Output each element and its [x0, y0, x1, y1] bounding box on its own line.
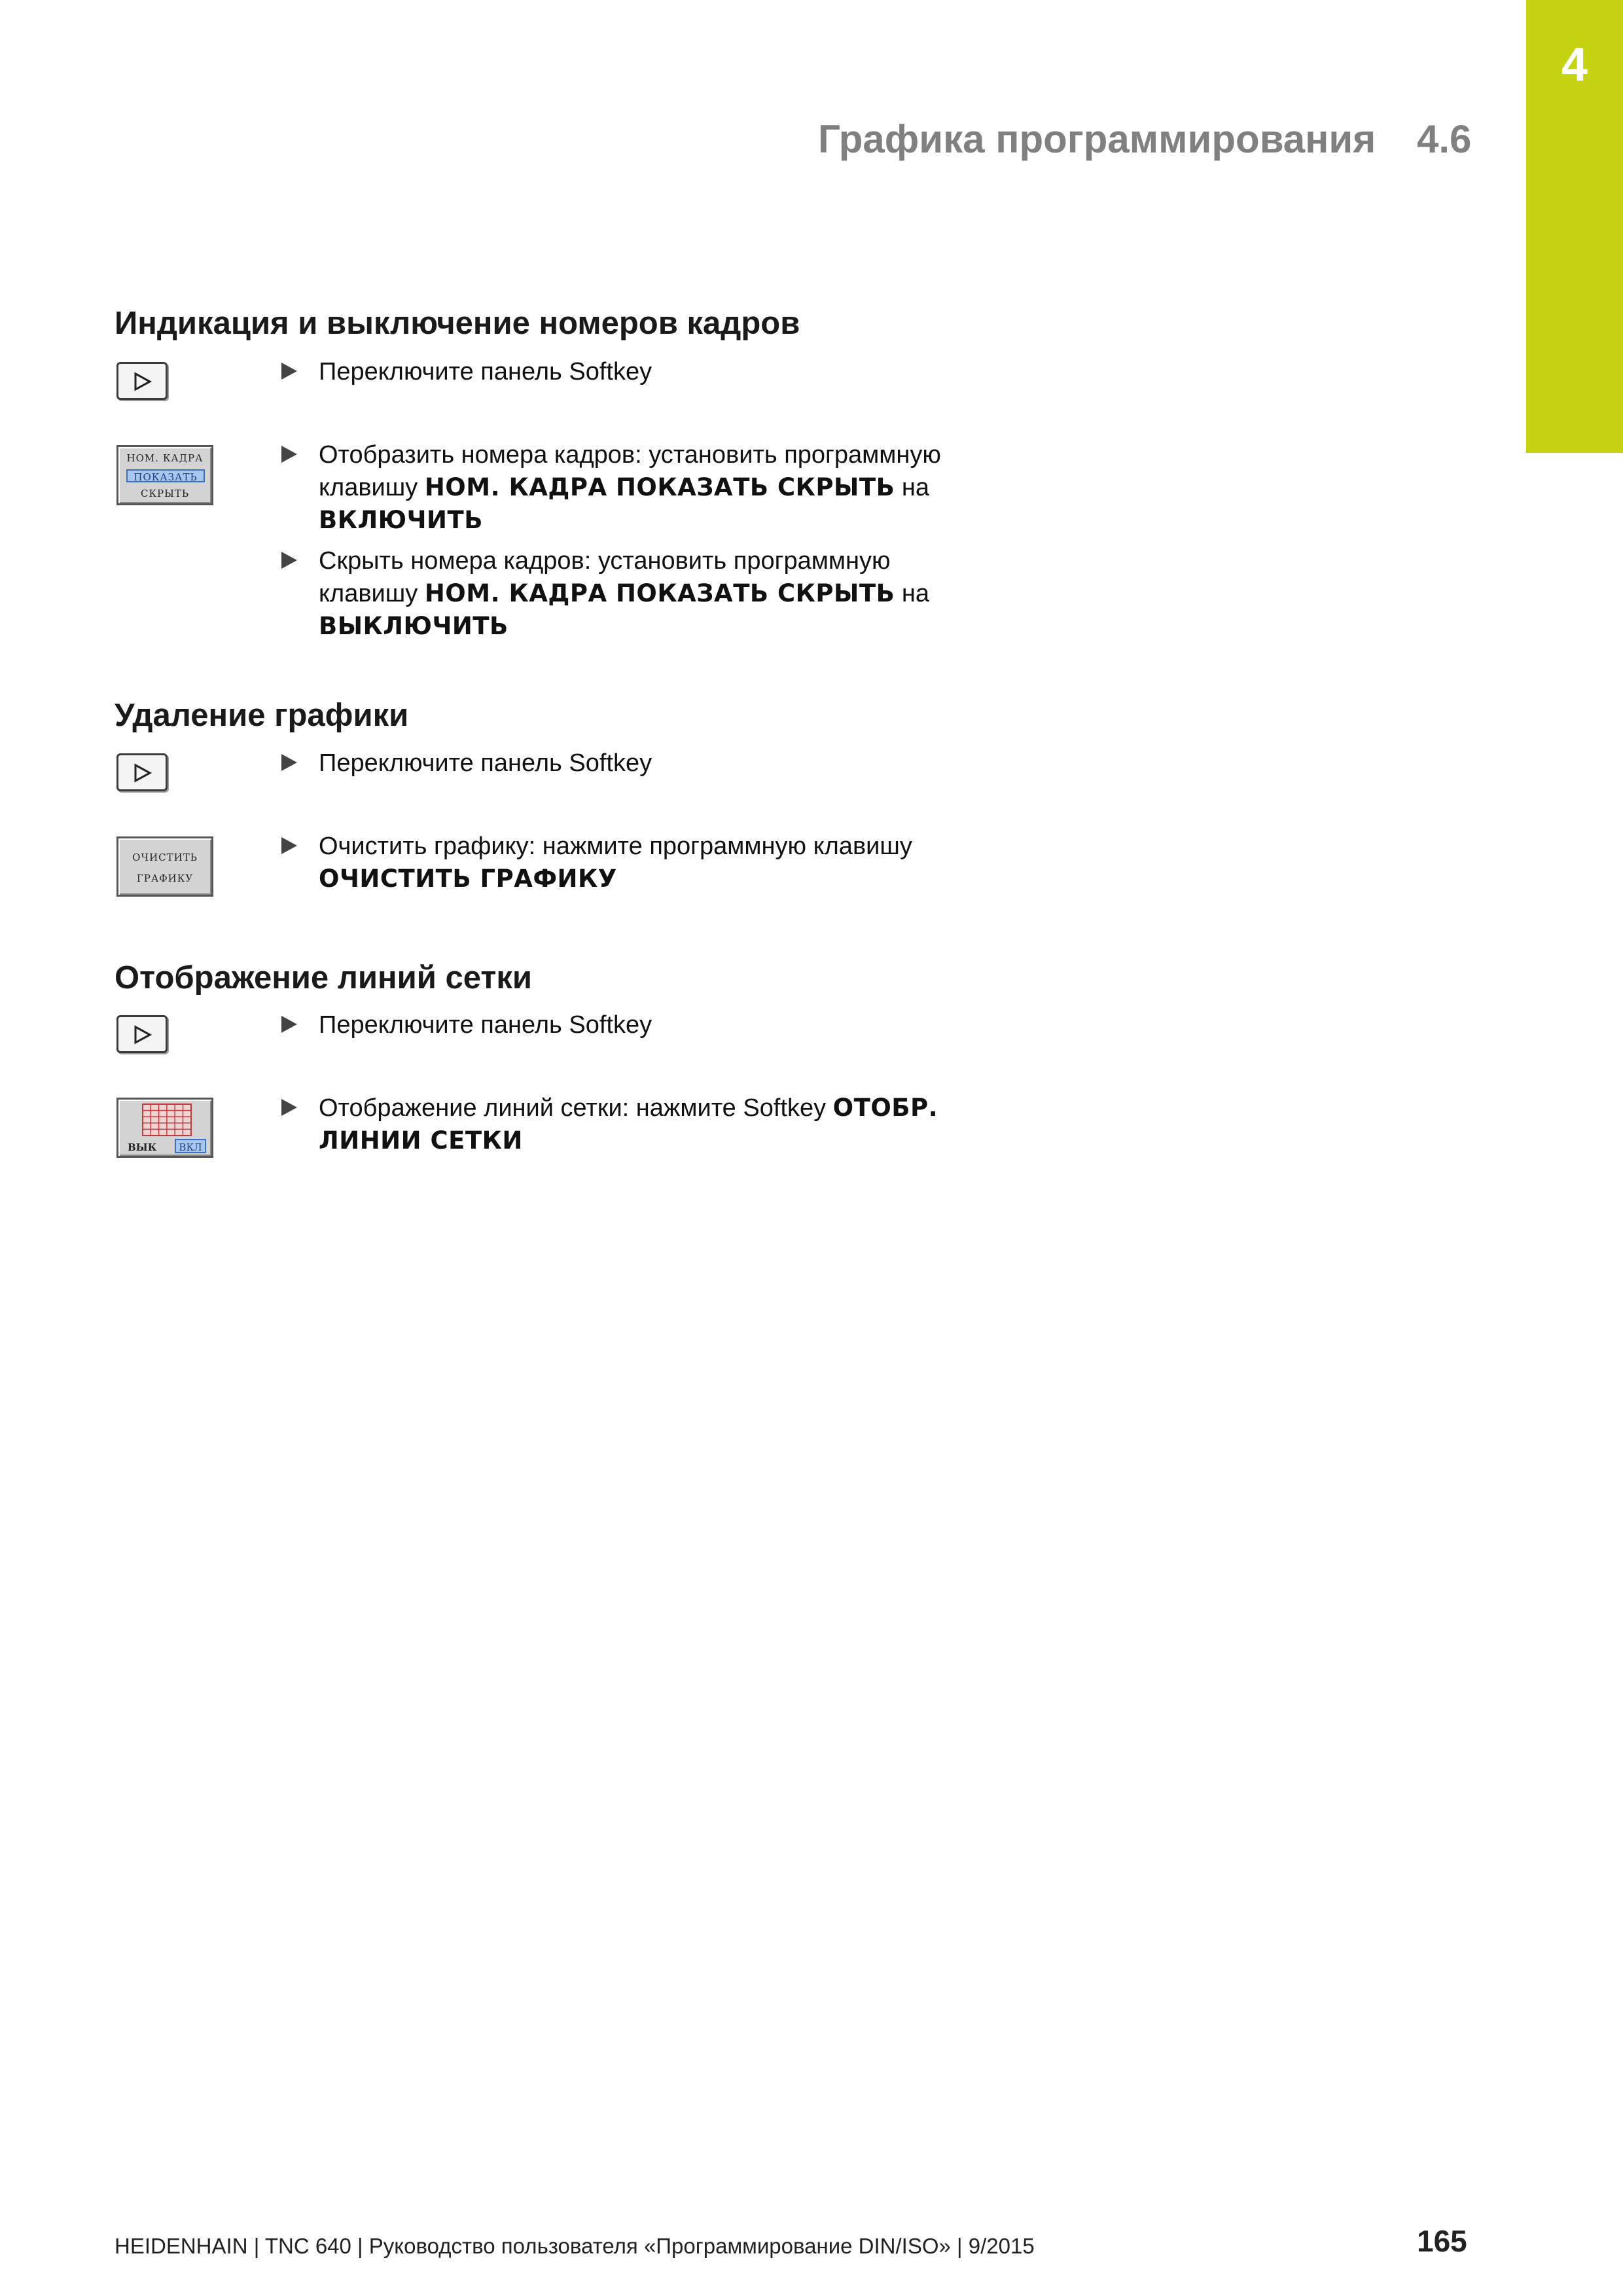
section-heading-clear-graphics: Удаление графики	[115, 698, 409, 733]
clear-graphics-softkey	[116, 836, 213, 897]
bullet-text: Переключите панель Softkey	[319, 749, 652, 777]
softkey-on-label-selected: ВКЛ	[175, 1139, 206, 1153]
bullet-text: Переключите панель Softkey	[319, 1011, 652, 1039]
softkey-line-3: СКРЫТЬ	[140, 488, 190, 499]
section-heading-grid-lines: Отображение линий сетки	[115, 960, 532, 996]
play-triangle-icon	[132, 1025, 154, 1045]
bullet-arrow-icon	[281, 1099, 297, 1116]
chapter-number: 4	[1561, 39, 1588, 91]
running-header-section: 4.6	[1417, 117, 1472, 161]
next-softkey-bar-key	[116, 362, 168, 400]
bullet-arrow-icon	[281, 754, 297, 771]
bullet-text: Переключите панель Softkey	[319, 358, 652, 386]
bullet-arrow-icon	[281, 1016, 297, 1033]
play-triangle-icon	[132, 372, 154, 391]
running-header-title: Графика программирования	[818, 117, 1376, 161]
bullet-text: Отображение линий сетки: нажмите Softkey ОТОБР. ЛИНИИ СЕТКИ	[319, 1094, 938, 1155]
play-triangle-icon	[132, 763, 154, 783]
softkey-line-2-selected: ПОКАЗАТЬ	[126, 469, 205, 482]
page-number: 165	[1417, 2224, 1467, 2258]
bullet-text: Скрыть номера кадров: установить программную клавишу НОМ. КАДРА ПОКАЗАТЬ СКРЫТЬ на ВЫКЛЮЧИТЬ	[319, 547, 929, 640]
softkey-line-1: НОМ. КАДРА	[126, 452, 204, 464]
grid-lines-softkey	[116, 1098, 213, 1158]
section-heading-block-numbers: Индикация и выключение номеров кадров	[115, 306, 800, 341]
bullet-arrow-icon	[281, 363, 297, 380]
footer-text: HEIDENHAIN | TNC 640 | Руководство пользователя «Программирование DIN/ISO» | 9/2015	[115, 2234, 1035, 2258]
softkey-off-label: ВЫК	[128, 1141, 157, 1153]
block-numbers-softkey	[116, 445, 213, 505]
bullet-text: Очистить графику: нажмите программную клавишу ОЧИСТИТЬ ГРАФИКУ	[319, 833, 912, 893]
softkey-line-1: ОЧИСТИТЬ	[132, 852, 198, 863]
next-softkey-bar-key	[116, 1015, 168, 1053]
bullet-arrow-icon	[281, 552, 297, 569]
grid-icon	[142, 1103, 192, 1136]
bullet-text: Отобразить номера кадров: установить программную клавишу НОМ. КАДРА ПОКАЗАТЬ СКРЫТЬ на ВКЛЮЧИТЬ	[319, 441, 941, 534]
bullet-arrow-icon	[281, 446, 297, 463]
bullet-arrow-icon	[281, 837, 297, 854]
chapter-tab	[1526, 0, 1623, 453]
softkey-line-2: ГРАФИКУ	[136, 872, 194, 884]
next-softkey-bar-key	[116, 753, 168, 791]
